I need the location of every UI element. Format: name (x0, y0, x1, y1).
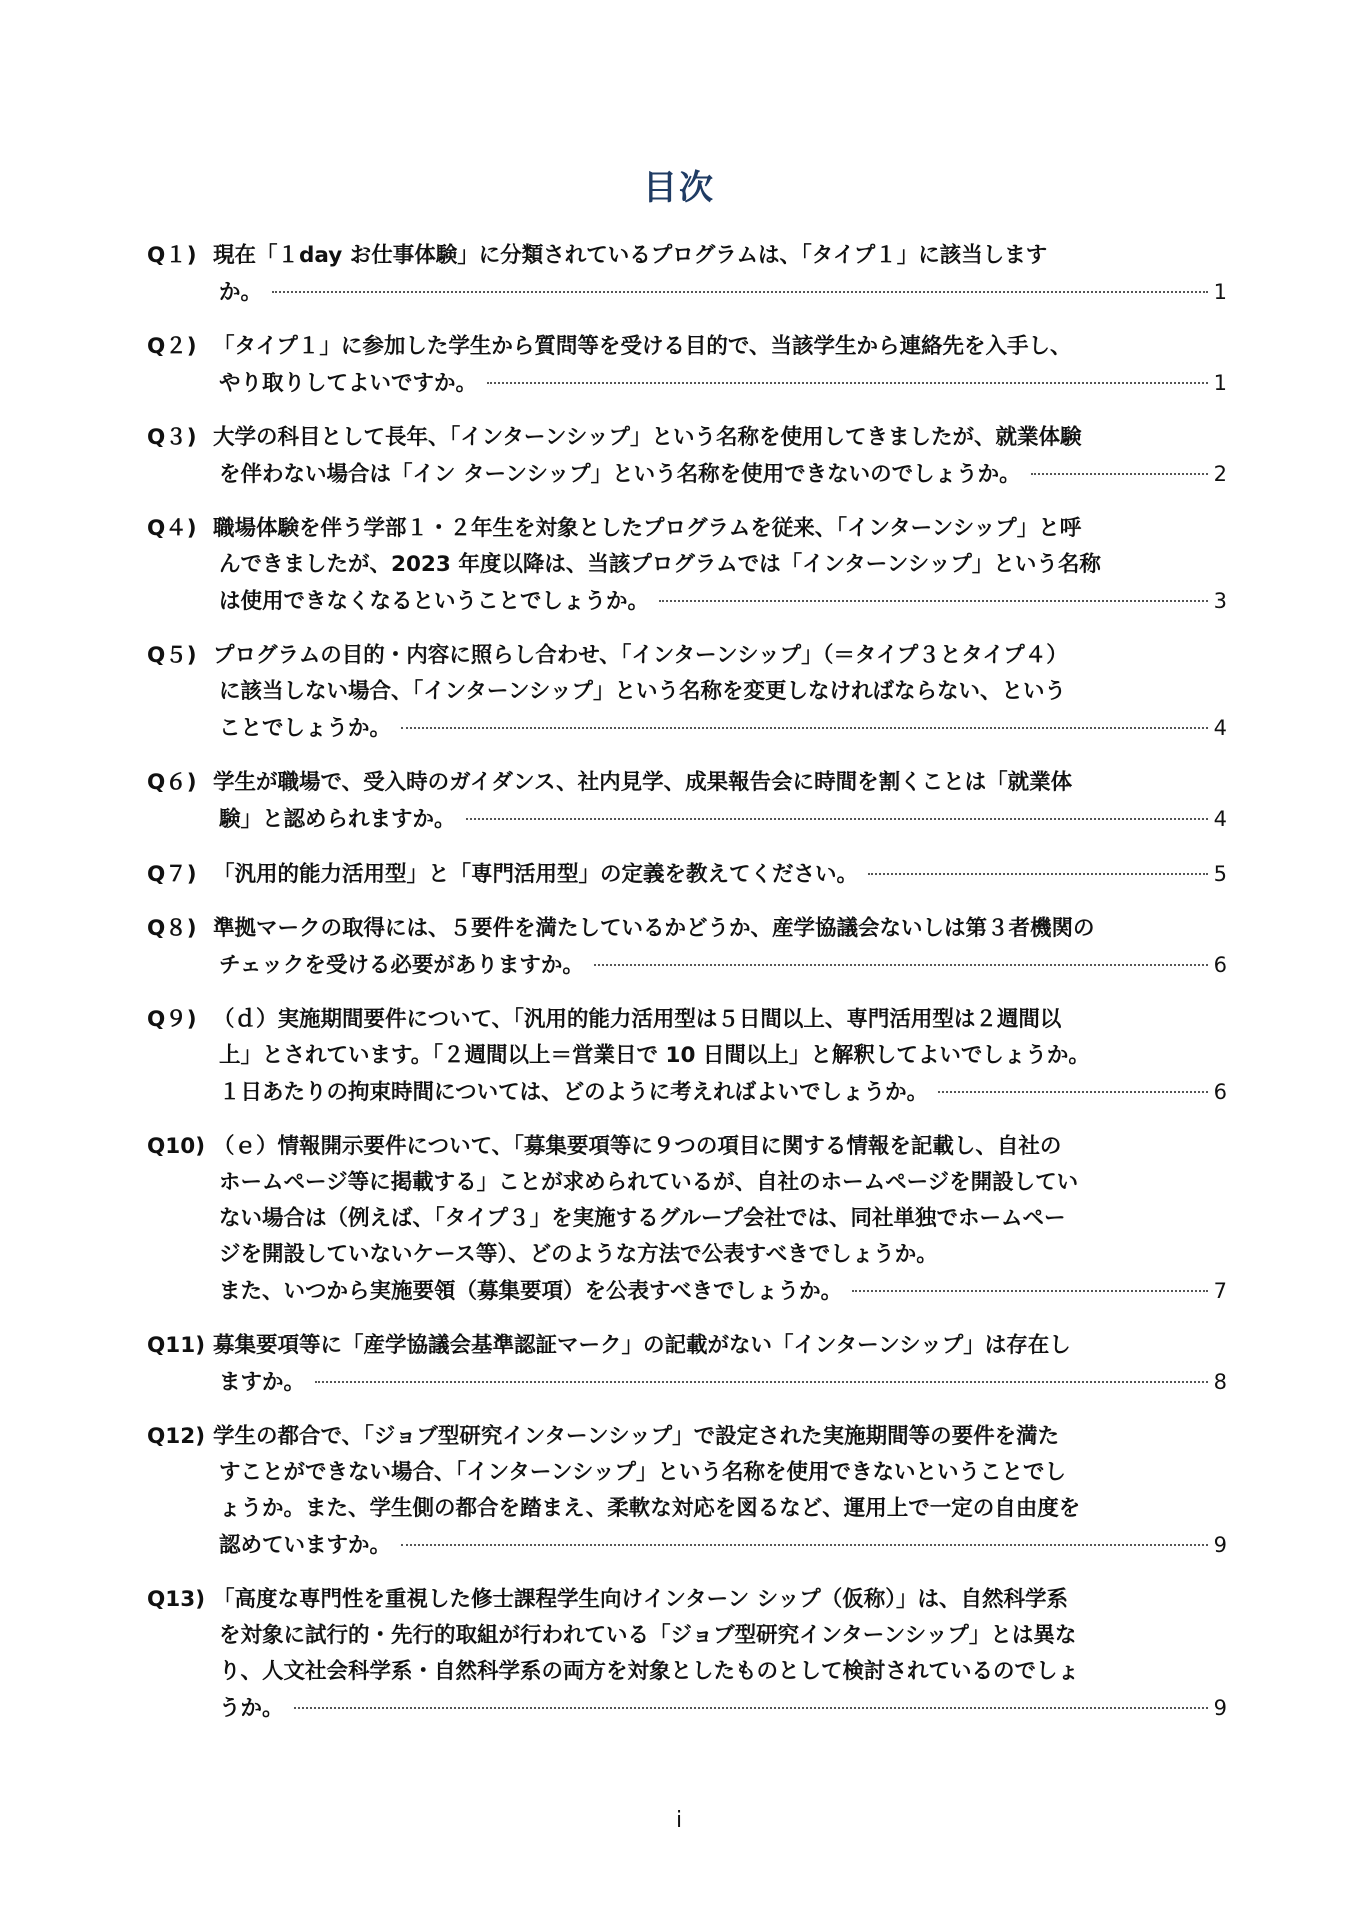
toc-entry-text: に該当しない場合、「インターンシップ」という名称を変更しなければならない、という (219, 679, 1066, 704)
toc-entry-text: を伴わない場合は「イン ターンシップ」という名称を使用できないのでしょうか。 (219, 462, 1021, 487)
toc-entry-text: プログラムの目的・内容に照らし合わせ、「インターンシップ」（＝タイプ３とタイプ４） (213, 643, 1068, 668)
toc-entry[interactable] (147, 511, 1227, 619)
toc-entry-text: ょうか。また、学生側の都合を踏まえ、柔軟な対応を図るなど、運用上で一定の自由度を (219, 1496, 1081, 1521)
toc-page-number[interactable]: 6 (1213, 953, 1227, 977)
toc-entry-number: Q３) (147, 425, 197, 450)
toc-entry[interactable] (147, 329, 1227, 401)
toc-entry-line (147, 1165, 1227, 1201)
toc-entry-text: か。 (219, 280, 263, 305)
toc-entry-line (147, 1237, 1227, 1273)
toc-entry-text: すことができない場合、「インターンシップ」という名称を使用できないということでし (219, 1460, 1066, 1485)
toc-entry[interactable] (147, 238, 1227, 310)
toc-entry-number: Q９) (147, 1007, 197, 1032)
toc-entry-number: Q２) (147, 334, 197, 359)
toc-leader-dots (466, 818, 1208, 820)
toc-entry-text: 「高度な専門性を重視した修士課程学生向けインターン シップ（仮称）」は、自然科学系 (213, 1587, 1069, 1612)
toc-leader-dots (594, 964, 1208, 966)
toc-leader-dots (938, 1091, 1208, 1093)
toc-entry-line (147, 1582, 1227, 1618)
toc-entry-text: ジを開設していないケース等）、どのような方法で公表すべきでしょうか。 (219, 1242, 938, 1267)
toc-entry-line (147, 1690, 1227, 1726)
toc-entry-line (147, 547, 1227, 583)
toc-entry-line (147, 1491, 1227, 1527)
toc-page-number[interactable]: 8 (1213, 1370, 1227, 1394)
toc-entry-line (147, 583, 1227, 619)
toc-entry[interactable] (147, 765, 1227, 837)
toc-entry-text: やり取りしてよいですか。 (219, 371, 478, 396)
toc-entry-text: 準拠マークの取得には、５要件を満たしているかどうか、産学協議会ないしは第３者機関の (213, 916, 1095, 941)
page-title: 目次 (643, 168, 715, 208)
toc-entry-number: Q11) (147, 1333, 206, 1358)
footer-page-number: i (675, 1808, 683, 1833)
toc-leader-dots (272, 291, 1208, 293)
toc-entry-line (147, 1364, 1227, 1400)
toc-entry-text: 学生の都合で、「ジョブ型研究インターンシップ」で設定された実施期間等の要件を満た (213, 1424, 1060, 1449)
toc-entry-line (147, 674, 1227, 710)
toc-entry-line (147, 765, 1227, 801)
toc-entry-line (147, 638, 1227, 674)
toc-entry[interactable] (147, 1002, 1227, 1110)
toc-entry-line (147, 329, 1227, 365)
toc-entry-text: り、人文社会科学系・自然科学系の両方を対象としたものとして検討されているのでしょ (219, 1659, 1080, 1684)
toc-entry-text: 験」と認められますか。 (219, 807, 456, 832)
toc-page-number[interactable]: 1 (1213, 280, 1227, 304)
toc-entry-number: Q７) (147, 862, 197, 887)
toc-entry-line (147, 1618, 1227, 1654)
toc-entry-line (147, 456, 1227, 492)
toc-entry-line (147, 420, 1227, 456)
toc-entry-text: また、いつから実施要領（募集要項）を公表すべきでしょうか。 (219, 1279, 843, 1304)
toc-entry-number: Q１) (147, 243, 197, 268)
toc-entry-line (147, 1654, 1227, 1690)
toc-entry[interactable] (147, 1582, 1227, 1726)
toc-entry-line (147, 710, 1227, 746)
toc-entry-line (147, 1129, 1227, 1165)
toc-leader-dots (401, 727, 1208, 729)
toc-entry-line (147, 911, 1227, 947)
toc-entry-number: Q５) (147, 643, 197, 668)
toc-entry-line (147, 856, 1227, 892)
toc-page-number[interactable]: 2 (1213, 462, 1227, 486)
toc-entry-number: Q10) (147, 1134, 206, 1159)
toc-entry[interactable] (147, 856, 1227, 892)
toc-leader-dots (315, 1381, 1208, 1383)
toc-entry-text: 上」とされています。「２週間以上＝営業日で 10 日間以上」と解釈してよいでしょうか。 (219, 1043, 1090, 1068)
toc-entry-number: Q８) (147, 916, 197, 941)
toc-entry[interactable] (147, 1419, 1227, 1563)
toc-entry-text: 現在「１day お仕事体験」に分類されているプログラムは、「タイプ１」に該当します (213, 243, 1048, 268)
toc-entry-line (147, 238, 1227, 274)
toc-leader-dots (401, 1544, 1208, 1546)
toc-entry-text: ますか。 (219, 1370, 306, 1395)
toc-entry-line (147, 1002, 1227, 1038)
toc-entry-text: 職場体験を伴う学部１・２年生を対象としたプログラムを従来、「インターンシップ」と呼 (213, 516, 1082, 541)
toc-entry-text: （ｅ）情報開示要件について、「募集要項等に９つの項目に関する情報を記載し、自社の (213, 1134, 1062, 1159)
toc-entry-line (147, 365, 1227, 401)
toc-entry-line (147, 1527, 1227, 1563)
toc-entry-number: Q６) (147, 770, 197, 795)
toc-entry-line (147, 1201, 1227, 1237)
toc-entry-line (147, 1273, 1227, 1309)
toc-leader-dots (852, 1290, 1208, 1292)
toc-entry-text: 募集要項等に「産学協議会基準認証マーク」の記載がない「インターンシップ」は存在し (213, 1333, 1071, 1358)
toc-entry-text: （ｄ）実施期間要件について、「汎用的能力活用型は５日間以上、専門活用型は２週間以 (213, 1007, 1062, 1032)
toc-entry-text: 大学の科目として長年、「インターンシップ」という名称を使用してきましたが、就業体験 (213, 425, 1082, 450)
toc-leader-dots (868, 873, 1208, 875)
toc-page-number[interactable]: 1 (1213, 371, 1227, 395)
toc-entry-text: ホームページ等に掲載する」ことが求められているが、自社のホームページを開設してい (219, 1170, 1079, 1195)
toc-entry-line (147, 274, 1227, 310)
toc-entry[interactable] (147, 638, 1227, 746)
toc-page-number[interactable]: 6 (1213, 1080, 1227, 1104)
toc-leader-dots (487, 382, 1208, 384)
toc-entry-text: 学生が職場で、受入時のガイダンス、社内見学、成果報告会に時間を割くことは「就業体 (213, 770, 1073, 795)
toc-entry-text: は使用できなくなるということでしょうか。 (219, 589, 650, 614)
toc-page-number[interactable]: 9 (1213, 1696, 1227, 1720)
toc-entry-number: Q４) (147, 516, 197, 541)
toc-page-number[interactable]: 4 (1213, 807, 1227, 831)
toc-entry-number: Q12) (147, 1424, 206, 1449)
toc-entry-line (147, 1328, 1227, 1364)
toc-entry-text: うか。 (219, 1696, 284, 1721)
toc-entry-line (147, 801, 1227, 837)
toc-entry-line (147, 1074, 1227, 1110)
toc-page-number[interactable]: 3 (1213, 589, 1227, 613)
toc-page-number[interactable]: 7 (1213, 1279, 1227, 1303)
toc-page-number[interactable]: 5 (1213, 862, 1227, 886)
toc-page-number[interactable]: 4 (1213, 716, 1227, 740)
toc-entry-text: んできましたが、2023 年度以降は、当該プログラムでは「インターンシップ」という名称 (219, 552, 1101, 577)
toc-entry-text: 「汎用的能力活用型」と「専門活用型」の定義を教えてください。 (213, 862, 859, 887)
toc-entry-number: Q13) (147, 1587, 206, 1612)
toc-entry-text: を対象に試行的・先行的取組が行われている「ジョブ型研究インターンシップ」とは異な (219, 1623, 1077, 1648)
toc-entry[interactable] (147, 1328, 1227, 1400)
toc-entry-text: チェックを受ける必要がありますか。 (219, 953, 584, 978)
toc-entry-text: 認めていますか。 (219, 1533, 392, 1558)
toc-leader-dots (294, 1707, 1208, 1709)
toc-entry-text: ことでしょうか。 (219, 716, 392, 741)
toc-leader-dots (659, 600, 1208, 602)
toc-entry-line (147, 1038, 1227, 1074)
toc-entry-text: ない場合は（例えば、「タイプ３」を実施するグループ会社では、同社単独でホームペー (219, 1206, 1066, 1231)
toc-leader-dots (1031, 473, 1208, 475)
toc-entry[interactable] (147, 911, 1227, 983)
table-of-contents (147, 238, 1227, 1745)
toc-page-number[interactable]: 9 (1213, 1533, 1227, 1557)
toc-entry-text: １日あたりの拘束時間については、どのように考えればよいでしょうか。 (219, 1080, 929, 1105)
toc-entry-line (147, 1455, 1227, 1491)
toc-entry-line (147, 511, 1227, 547)
toc-entry-text: 「タイプ１」に参加した学生から質問等を受ける目的で、当該学生から連絡先を入手し、 (213, 334, 1072, 359)
toc-entry[interactable] (147, 420, 1227, 492)
toc-entry[interactable] (147, 1129, 1227, 1309)
toc-entry-line (147, 947, 1227, 983)
toc-entry-line (147, 1419, 1227, 1455)
